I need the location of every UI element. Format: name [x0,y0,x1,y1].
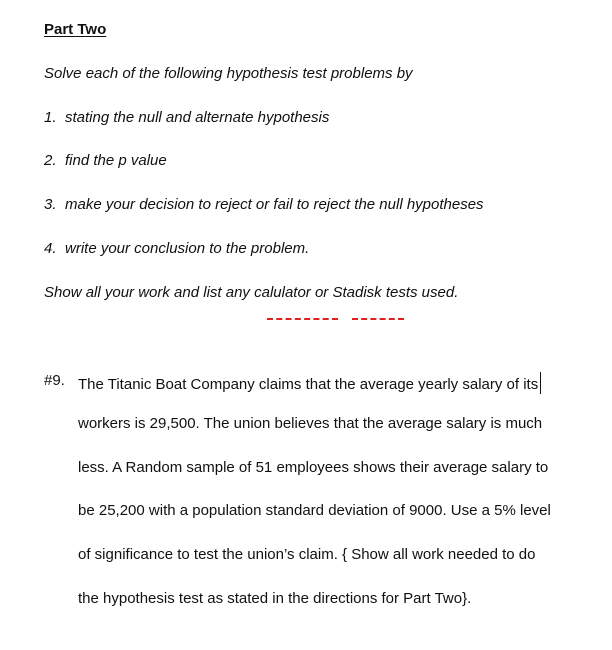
step-text: write your conclusion to the problem. [65,240,310,257]
problem-line-5: of significance to test the union’s claim. { Show all work needed to do [78,546,536,563]
step-item-3 [44,196,484,213]
divider-dashes-right [352,318,404,322]
instructions-intro: Solve each of the following hypothesis test problems by [44,65,413,82]
step-item-1 [44,109,329,126]
step-text: make your decision to reject or fail to reject the null hypotheses [65,196,484,213]
problem-line-1 [78,372,541,394]
step-number: 2. [44,152,57,169]
divider-dashes-left [267,318,338,322]
step-item-4 [44,240,309,257]
problem-line-4: be 25,200 with a population standard deviation of 9000. Use a 5% level [78,502,551,519]
problem-line-2: workers is 29,500. The union believes that the average salary is much [78,415,543,432]
step-number: 1. [44,109,57,126]
show-work-note: Show all your work and list any calulator or Stadisk tests used. [44,284,459,301]
text-cursor [540,372,541,394]
problem-line-3: less. A Random sample of 51 employees shows their average salary to [78,459,549,476]
step-number: 4. [44,240,57,257]
step-number: 3. [44,196,57,213]
problem-text: The Titanic Boat Company claims that the average yearly salary of its [78,376,539,393]
step-text: stating the null and alternate hypothesis [65,109,330,126]
problem-number: #9. [44,372,65,389]
step-text: find the p value [65,152,167,169]
section-heading: Part Two [44,21,107,38]
step-item-2 [44,152,167,169]
problem-line-6: the hypothesis test as stated in the directions for Part Two}. [78,590,472,607]
